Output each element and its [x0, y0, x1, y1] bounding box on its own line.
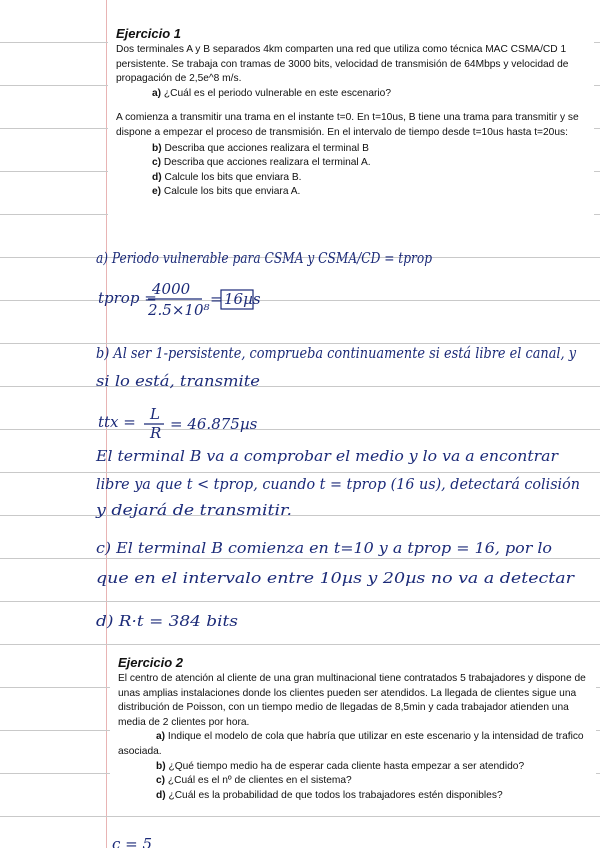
note-ttx-result: = 46.875µs: [170, 415, 258, 433]
note-d-line: d) R·t = 384 bits: [96, 612, 239, 630]
exercise-2-statement: El centro de atención al cliente de una gran multinacional tiene contratados 5 trabajadores y dispone de unas amplias instalaciones donde los clientes pueden ser atendidos. La llegada de clientes sigue una distribución de Poisson, con un tiempo medio de llegadas de 8,5min y cada trabajador atienden una media de 2 clientes por hora.: [118, 673, 586, 728]
note-ttx-denominator: R: [150, 424, 162, 442]
result-box: [221, 290, 253, 309]
note-b-line-5: y dejará de transmitir.: [94, 501, 292, 519]
exercise-1: [108, 23, 594, 224]
exercise-2-question-b: [156, 760, 588, 775]
note-b-line-1: b) Al ser 1-persistente, comprueba continuamente si está libre el canal, y: [96, 344, 577, 362]
exercise-2-question-a: [118, 730, 588, 759]
note-ttx-lhs: ttx =: [98, 413, 136, 431]
exercise-2: [110, 652, 596, 812]
note-c-line-1: c) El terminal B comienza en t=10 y a tprop = 16, por lo: [96, 539, 552, 557]
note-c-line-2: que en el intervalo entre 10µs y 20µs no va a detectar: [96, 569, 575, 587]
note-b-line-2: si lo está, transmite: [96, 372, 261, 390]
exercise-1-question-d: [152, 171, 586, 186]
note-b-line-4: libre ya que t < tprop, cuando t = tprop (16 us), detectará colisión: [96, 475, 580, 493]
exercise-1-question-e: [152, 185, 586, 200]
question-text: Indique el modelo de cola que habría que utilizar en este escenario y la intensidad de trafico asociada.: [118, 731, 584, 757]
note-a-line: a) Periodo vulnerable para CSMA y CSMA/CD = tprop: [96, 249, 433, 267]
question-label: c): [156, 775, 166, 787]
exercise-2-title: Ejercicio 2: [118, 655, 184, 670]
note-b-line-3: El terminal B va a comprobar el medio y lo va a encontrar: [94, 447, 559, 465]
question-text: Describa que acciones realizara el terminal B: [164, 142, 369, 154]
question-text: ¿Cuál es el nº de clientes en el sistema?: [167, 775, 352, 787]
question-label: c): [152, 157, 162, 169]
question-label: a): [156, 731, 166, 743]
exercise-1-scenario: A comienza a transmitir una trama en el instante t=0. En t=10us, B tiene una trama para transmitir y se dispone a empezar el proceso de transmisión. En el intervalo de tiempo desde t=10us hasta t=20us:: [116, 112, 579, 138]
question-label: e): [152, 186, 162, 198]
question-text: ¿Cuál es la probabilidad de que todos los trabajadores estén disponibles?: [168, 789, 503, 801]
exercise-1-title: Ejercicio 1: [116, 26, 182, 41]
note-bottom: c = 5: [112, 835, 153, 848]
question-label: d): [152, 171, 162, 183]
exercise-2-question-c: [156, 774, 588, 789]
question-text: ¿Cuál es el periodo vulnerable en este escenario?: [163, 87, 392, 99]
note-tprop-equals: =: [210, 290, 223, 308]
question-label: b): [152, 142, 162, 154]
note-tprop-numerator: 4000: [152, 280, 191, 298]
note-tprop-result: 16µs: [224, 290, 261, 308]
exercise-1-statement: Dos terminales A y B separados 4km comparten una red que utiliza como técnica MAC CSMA/CD 1 persistente. Se trabaja con tramas de 3000 bits, velocidad de transmisión de 64Mbps y velocidad de propagación de 2,5e^8 m/s.: [116, 44, 569, 85]
question-text: Describa que acciones realizara el terminal A.: [163, 157, 371, 169]
exercise-2-question-d: [156, 789, 588, 804]
question-text: Calcule los bits que enviara B.: [164, 171, 302, 183]
question-text: Calcule los bits que enviara A.: [163, 186, 301, 198]
question-label: b): [156, 760, 166, 772]
exercise-1-question-b: [152, 142, 586, 157]
question-label: d): [156, 789, 166, 801]
note-ttx-numerator: L: [150, 405, 160, 423]
exercise-1-question-a: [116, 87, 586, 102]
note-tprop-denominator: 2.5×10⁸: [148, 301, 210, 319]
question-label: a): [152, 87, 162, 99]
note-tprop-lhs: tprop =: [98, 289, 157, 307]
question-text: ¿Qué tiempo medio ha de esperar cada cliente hasta empezar a ser atendido?: [168, 760, 525, 772]
exercise-1-question-c: [152, 156, 586, 171]
